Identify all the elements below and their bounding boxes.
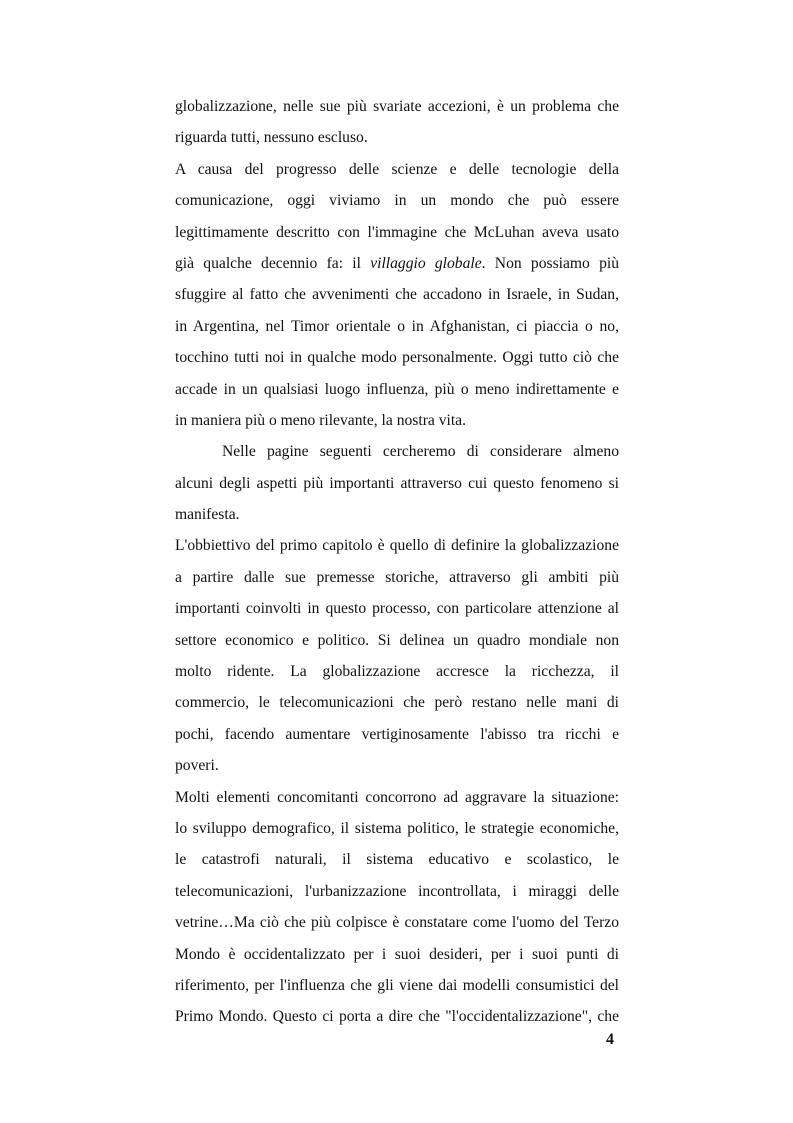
text-segment: già qualche decennio fa: il [175,254,361,272]
text-line: legittimamente descritto con l'immagine che McLuhan aveva usato [175,223,619,241]
paragraph [175,154,619,437]
text-line: importanti coinvolti in questo processo, con particolare attenzione al [175,600,619,618]
text-line: comunicazione, oggi viviamo in un mondo che può essere [175,192,619,210]
text-line: riferimento, per l'influenza che gli viene dai modelli consumistici del [175,976,619,994]
text-line: in maniera più o meno rilevante, la nostra vita. [175,411,466,429]
text-line: molto ridente. La globalizzazione accresce la ricchezza, il [175,663,619,681]
paragraph [175,91,619,154]
text-line: alcuni degli aspetti più importanti attraverso cui questo fenomeno si [175,474,619,492]
text-line: riguarda tutti, nessuno escluso. [175,129,368,147]
paragraph [175,782,619,1033]
text-line: tocchino tutti noi in qualche modo personalmente. Oggi tutto ciò che [175,349,619,367]
document-body [175,91,619,1033]
text-line: pochi, facendo aumentare vertiginosamente l'abisso tra ricchi e [175,725,619,743]
text-line: Mondo è occidentalizzato per i suoi desideri, per i suoi punti di [175,945,619,963]
text-line: globalizzazione, nelle sue più svariate accezioni, è un problema che [175,98,619,115]
page-number: 4 [606,1031,614,1048]
text-line: in Argentina, nel Timor orientale o in Afghanistan, ci piaccia o no, [175,317,619,335]
italic-phrase: villaggio globale [370,254,482,272]
text-line: settore economico e politico. Si delinea un quadro mondiale non [175,631,619,649]
paragraph [175,436,619,530]
text-line: commercio, le telecomunicazioni che però restano nelle mani di [175,694,619,712]
text-line: a partire dalle sue premesse storiche, attraverso gli ambiti più [175,568,619,586]
text-line: Molti elementi concomitanti concorrono ad aggravare la situazione: [175,788,619,806]
text-line: Primo Mondo. Questo ci porta a dire che "l'occidentalizzazione", che [175,1008,619,1026]
text-line: Nelle pagine seguenti cercheremo di considerare almeno [222,443,619,461]
text-line: A causa del progresso delle scienze e delle tecnologie della [175,160,619,178]
text-line: vetrine…Ma ciò che più colpisce è constatare come l'uomo del Terzo [175,914,619,932]
text-segment: . Non possiamo più [481,254,619,272]
paragraph [175,530,619,781]
text-line: lo sviluppo demografico, il sistema politico, le strategie economiche, [175,819,619,837]
text-line: L'obbiettivo del primo capitolo è quello di definire la globalizzazione [175,537,619,555]
text-line: le catastrofi naturali, il sistema educativo e scolastico, le [175,851,619,869]
text-line-with-italic [175,248,619,279]
text-line: poveri. [175,757,219,775]
text-line: manifesta. [175,506,240,524]
text-line: accade in un qualsiasi luogo influenza, più o meno indirettamente e [175,380,619,398]
text-line: sfuggire al fatto che avvenimenti che accadono in Israele, in Sudan, [175,286,619,304]
text-line: telecomunicazioni, l'urbanizzazione incontrollata, i miraggi delle [175,882,619,900]
